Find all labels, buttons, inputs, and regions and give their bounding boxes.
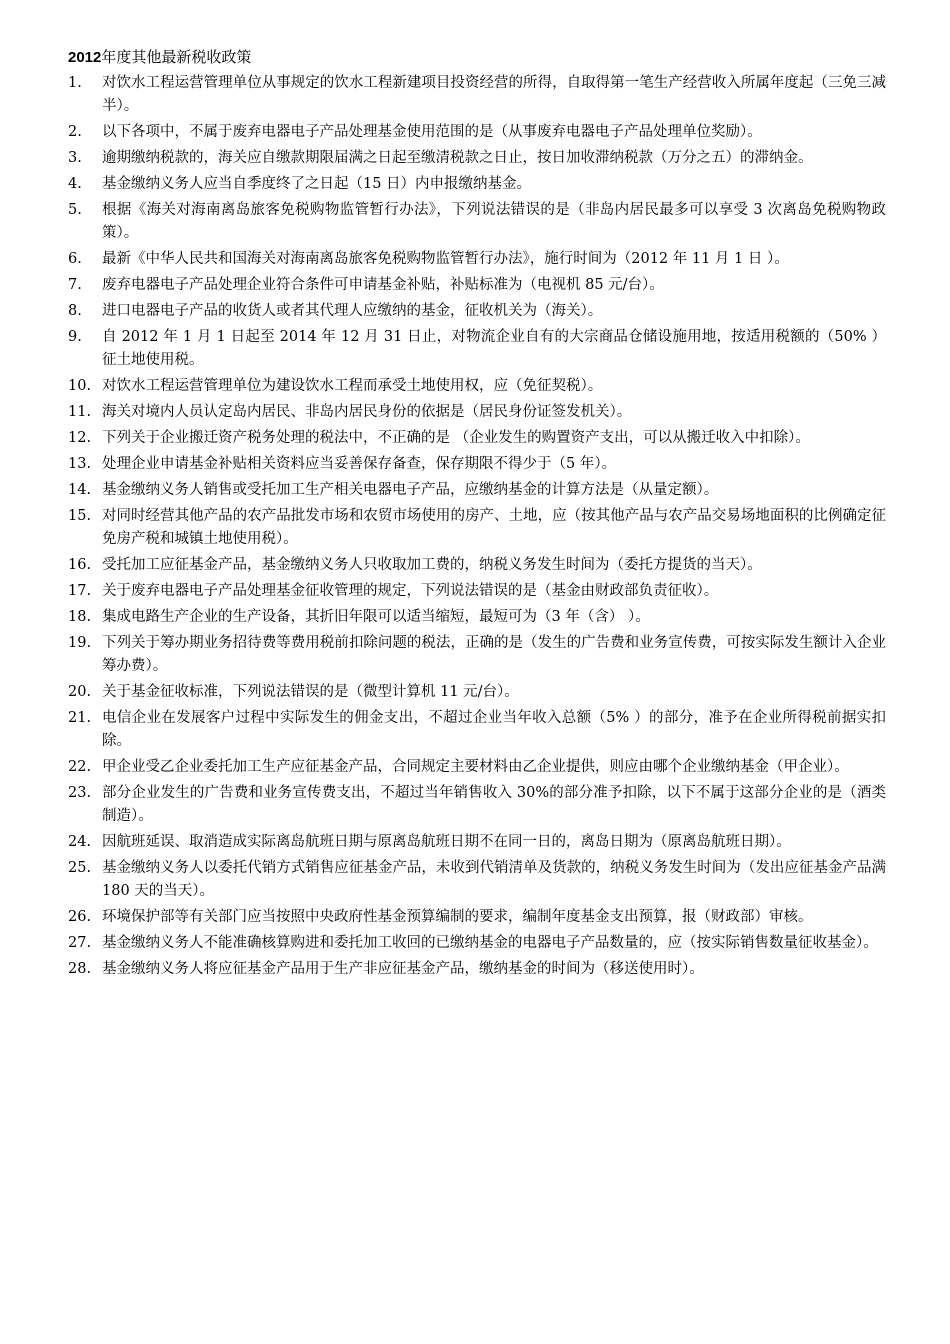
- list-item: [68, 831, 886, 854]
- item-text: 部分企业发生的广告费和业务宣传费支出，不超过当年销售收入 30%的部分准予扣除，以下不属于这部分企业的是（酒类制造）。: [102, 785, 886, 824]
- list-item: [68, 401, 886, 424]
- item-number: 8.: [68, 303, 82, 319]
- item-number: 3.: [68, 150, 82, 166]
- list-item: [68, 554, 886, 577]
- item-text: 对饮水工程运营管理单位为建设饮水工程而承受土地使用权，应（免征契税）。: [102, 378, 603, 394]
- list-item: [68, 632, 886, 678]
- item-number: 1.: [68, 75, 82, 91]
- list-item: [68, 932, 886, 955]
- list-item: [68, 300, 886, 323]
- item-text: 基金缴纳义务人将应征基金产品用于生产非应征基金产品，缴纳基金的时间为（移送使用时）。: [102, 961, 704, 977]
- item-text: 下列关于企业搬迁资产税务处理的税法中，不正确的是 （企业发生的购置资产支出，可以从搬迁收入中扣除）。: [102, 430, 810, 446]
- list-item: [68, 72, 886, 118]
- list-item: [68, 505, 886, 551]
- item-number: 5.: [68, 202, 82, 218]
- list-item: [68, 453, 886, 476]
- list-item: [68, 427, 886, 450]
- list-item: [68, 906, 886, 929]
- item-text: 基金缴纳义务人应当自季度终了之日起（15 日）内申报缴纳基金。: [102, 176, 532, 192]
- item-text: 海关对境内人员认定岛内居民、非岛内居民身份的依据是（居民身份证签发机关）。: [102, 404, 632, 420]
- item-number: 14.: [68, 482, 92, 498]
- item-number: 13.: [68, 456, 92, 472]
- item-number: 20.: [68, 684, 92, 700]
- item-number: 10.: [68, 378, 92, 394]
- item-number: 25.: [68, 860, 92, 876]
- item-text: 自 2012 年 1 月 1 日起至 2014 年 12 月 31 日止，对物流企业自有的大宗商品仓储设施用地，按适用税额的（50% ）征土地使用税。: [102, 329, 886, 368]
- list-item: [68, 606, 886, 629]
- item-text: 以下各项中，不属于废弃电器电子产品处理基金使用范围的是（从事废弃电器电子产品处理单位奖励）。: [102, 124, 762, 140]
- item-number: 4.: [68, 176, 82, 192]
- item-number: 22.: [68, 759, 92, 775]
- title-year: 2012: [68, 49, 102, 66]
- item-number: 12.: [68, 430, 92, 446]
- item-text: 环境保护部等有关部门应当按照中央政府性基金预算编制的要求，编制年度基金支出预算，报（财政部）审核。: [102, 909, 813, 925]
- item-text: 下列关于筹办期业务招待费等费用税前扣除问题的税法，正确的是（发生的广告费和业务宣传费，可按实际发生额计入企业筹办费）。: [102, 635, 886, 674]
- item-text: 基金缴纳义务人销售或受托加工生产相关电器电子产品，应缴纳基金的计算方法是（从量定额）。: [102, 482, 719, 498]
- item-text: 因航班延误、取消造成实际离岛航班日期与原离岛航班日期不在同一日的，离岛日期为（原离岛航班日期）。: [102, 834, 791, 850]
- list-item: [68, 248, 886, 271]
- item-text: 甲企业受乙企业委托加工生产应征基金产品，合同规定主要材料由乙企业提供，则应由哪个企业缴纳基金（甲企业）。: [102, 759, 849, 775]
- list-item: [68, 147, 886, 170]
- item-text: 逾期缴纳税款的，海关应自缴款期限届满之日起至缴清税款之日止，按日加收滞纳税款（万分之五）的滞纳金。: [102, 150, 813, 166]
- item-number: 16.: [68, 557, 92, 573]
- item-text: 进口电器电子产品的收货人或者其代理人应缴纳的基金，征收机关为（海关）。: [102, 303, 603, 319]
- item-number: 21.: [68, 710, 92, 726]
- item-text: 废弃电器电子产品处理企业符合条件可申请基金补贴，补贴标准为（电视机 85 元/台）。: [102, 277, 664, 293]
- list-item: [68, 326, 886, 372]
- list-item: [68, 681, 886, 704]
- item-number: 24.: [68, 834, 92, 850]
- policy-list: [68, 72, 886, 981]
- item-text: 电信企业在发展客户过程中实际发生的佣金支出，不超过企业当年收入总额（5% ）的部分，准予在企业所得税前据实扣除。: [102, 710, 886, 749]
- item-number: 17.: [68, 583, 92, 599]
- item-text: 受托加工应征基金产品，基金缴纳义务人只收取加工费的，纳税义务发生时间为（委托方提货的当天）。: [102, 557, 762, 573]
- list-item: [68, 173, 886, 196]
- item-number: 2.: [68, 124, 82, 140]
- item-text: 集成电路生产企业的生产设备，其折旧年限可以适当缩短，最短可为（3 年（含） ）。: [102, 609, 650, 625]
- list-item: [68, 958, 886, 981]
- document-page: [68, 46, 886, 984]
- item-text: 处理企业申请基金补贴相关资料应当妥善保存备查，保存期限不得少于（5 年）。: [102, 456, 617, 472]
- title-text: 年度其他最新税收政策: [101, 48, 252, 66]
- item-text: 基金缴纳义务人以委托代销方式销售应征基金产品，未收到代销清单及货款的，纳税义务发生时间为（发出应征基金产品满 180 天的当天）。: [102, 860, 886, 899]
- item-text: 关于废弃电器电子产品处理基金征收管理的规定，下列说法错误的是（基金由财政部负责征收）。: [102, 583, 719, 599]
- item-number: 28.: [68, 961, 92, 977]
- item-number: 6.: [68, 251, 82, 267]
- item-number: 7.: [68, 277, 82, 293]
- item-number: 26.: [68, 909, 92, 925]
- item-number: 19.: [68, 635, 92, 651]
- item-number: 15.: [68, 508, 92, 524]
- list-item: [68, 580, 886, 603]
- list-item: [68, 199, 886, 245]
- list-item: [68, 375, 886, 398]
- page-title: [68, 46, 886, 69]
- item-text: 对饮水工程运营管理单位从事规定的饮水工程新建项目投资经营的所得，自取得第一笔生产经营收入所属年度起（三免三减半）。: [102, 75, 886, 114]
- list-item: [68, 274, 886, 297]
- list-item: [68, 479, 886, 502]
- item-number: 9.: [68, 329, 82, 345]
- item-text: 关于基金征收标准，下列说法错误的是（微型计算机 11 元/台）。: [102, 684, 519, 700]
- list-item: [68, 121, 886, 144]
- item-number: 11.: [68, 404, 92, 420]
- item-text: 根据《海关对海南离岛旅客免税购物监管暂行办法》，下列说法错误的是（非岛内居民最多可以享受 3 次离岛免税购物政策）。: [102, 202, 886, 241]
- list-item: [68, 707, 886, 753]
- item-text: 基金缴纳义务人不能准确核算购进和委托加工收回的已缴纳基金的电器电子产品数量的，应（按实际销售数量征收基金）。: [102, 935, 878, 951]
- item-number: 18.: [68, 609, 92, 625]
- item-text: 对同时经营其他产品的农产品批发市场和农贸市场使用的房产、土地，应（按其他产品与农产品交易场地面积的比例确定征免房产税和城镇土地使用税）。: [102, 508, 886, 547]
- item-number: 27.: [68, 935, 92, 951]
- item-text: 最新《中华人民共和国海关对海南离岛旅客免税购物监管暂行办法》，施行时间为（2012 年 11 月 1 日 ）。: [102, 251, 789, 267]
- list-item: [68, 782, 886, 828]
- list-item: [68, 756, 886, 779]
- item-number: 23.: [68, 785, 92, 801]
- list-item: [68, 857, 886, 903]
